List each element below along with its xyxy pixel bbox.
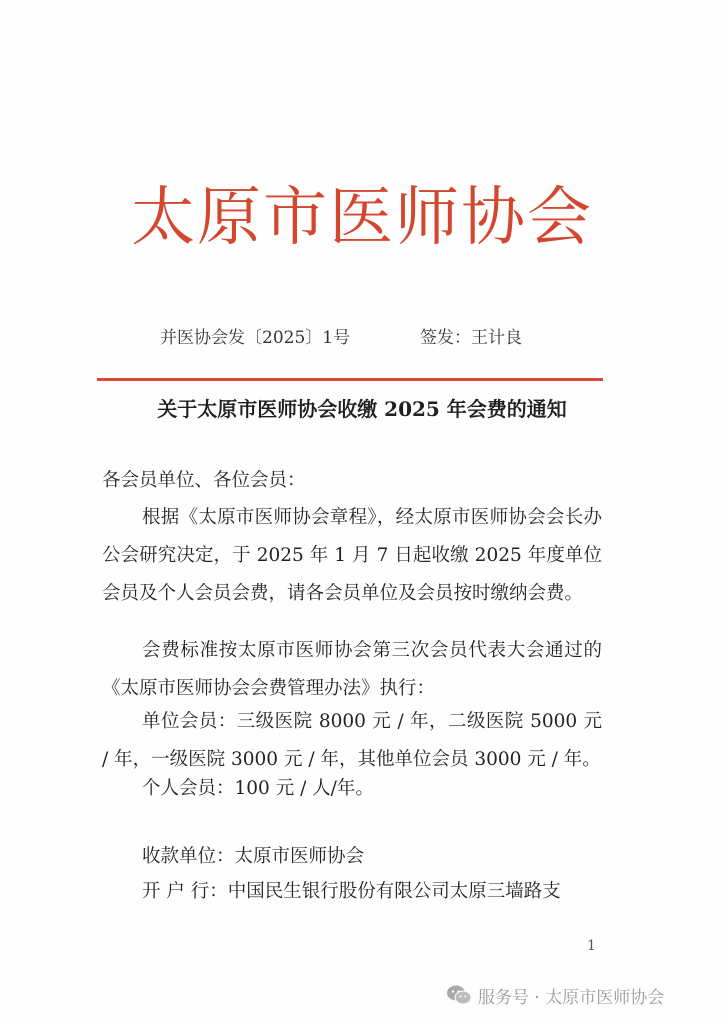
salutation: 各会员单位、各位会员： bbox=[102, 470, 306, 491]
wechat-icon bbox=[446, 984, 472, 1006]
bank-line: 开 户 行：中国民生银行股份有限公司太原三墙路支 bbox=[142, 881, 561, 902]
paragraph-individual-member-fee: 个人会员：100 元 / 人/年。 bbox=[142, 778, 374, 799]
paragraph-unit-member-fees: 单位会员：三级医院 8000 元 / 年，二级医院 5000 元 / 年，一级医院 3000 元 / 年，其他单位会员 3000 元 / 年。 bbox=[102, 711, 602, 770]
organization-header: 太原市医师协会 bbox=[131, 181, 593, 255]
red-divider bbox=[97, 378, 603, 381]
watermark bbox=[446, 982, 664, 1008]
document-signer: 签发：王计良 bbox=[420, 328, 522, 348]
document-number: 并医协会发〔2025〕1号 bbox=[160, 328, 351, 348]
paragraph-decision: 根据《太原市医师协会章程》，经太原市医师协会会长办公会研究决定，于 2025 年 1 月 7 日起收缴 2025 年度单位会员及个人会员会费，请各会员单位及会员按时缴纳会费。 bbox=[102, 507, 602, 604]
watermark-text: 服务号 · 太原市医师协会 bbox=[478, 987, 665, 1008]
paragraph-fee-standard: 会费标准按太原市医师协会第三次会员代表大会通过的《太原市医师协会会费管理办法》执行： bbox=[102, 640, 602, 699]
notice-title: 关于太原市医师协会收缴 2025 年会费的通知 bbox=[157, 397, 567, 421]
payee-line: 收款单位：太原市医师协会 bbox=[142, 846, 365, 867]
page-number: 1 bbox=[587, 938, 596, 954]
